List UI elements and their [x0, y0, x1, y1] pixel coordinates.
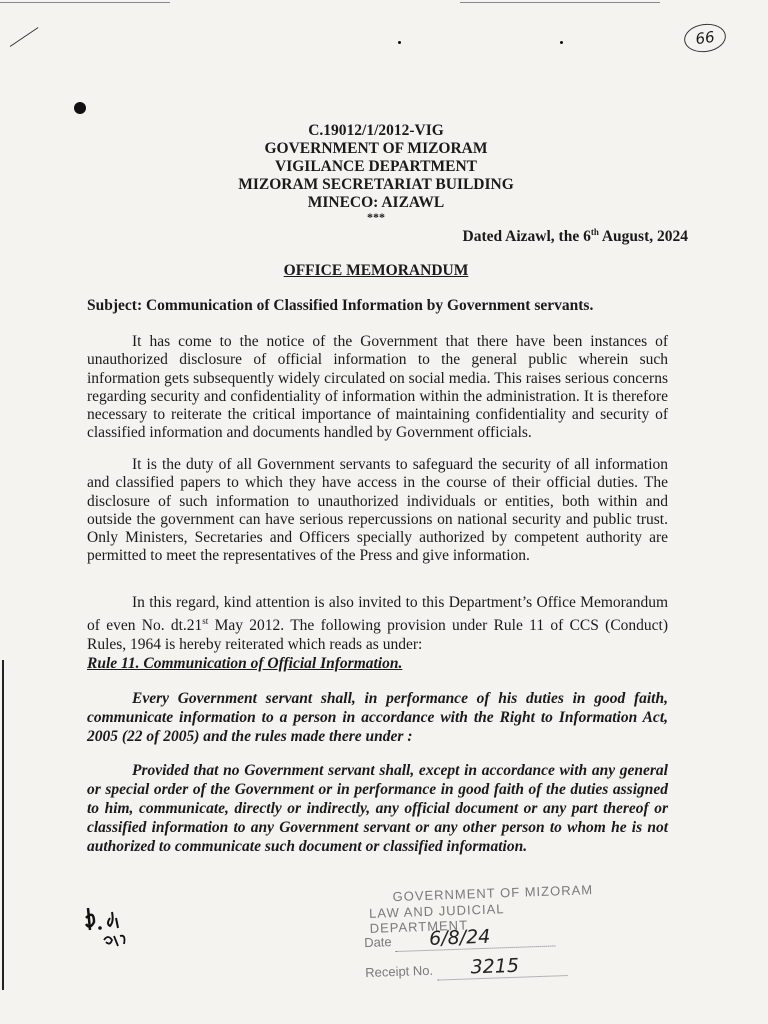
rule-paragraph-1: Every Government servant shall, in performance of his duties in good faith, communicate information to a person in accordance with the Right to Information Act, 2005 (22 of 2005) and the rules made there under : — [87, 690, 668, 745]
paragraph-1: It has come to the notice of the Government that there have been instances of unauthorized disclosure of official information to the general public wherein such information gets subsequently widely circulated on social media. This raises serious concerns regarding security and confidentiality of information within the administration. It is therefore necessary to reiterate the critical importance of maintaining confidentiality and security of classified information and documents handled by Government officials. — [87, 333, 668, 442]
file-number: C.19012/1/2012-VIG — [308, 122, 444, 139]
speck-mark — [398, 41, 401, 44]
paragraph-2: It is the duty of all Government servants to safeguard the security of all information and classified papers to which they have access in the course of their official duties. The disclosure of such information to unauthorized individuals or entities, both within and outside the government can have serious repercussions on national security and public trust. Only Ministers, Secretaries and Officers specially authorized by competent authority are permitted to meet the representatives of the Press and give information. — [87, 456, 668, 565]
stamp-receipt-label: Receipt No. — [364, 962, 434, 981]
punch-hole-mark — [74, 102, 86, 114]
stamp-line-1: GOVERNMENT OF MIZORAM — [392, 882, 594, 905]
speck-mark — [560, 41, 563, 44]
memo-title: OFFICE MEMORANDUM — [283, 262, 469, 279]
receipt-stamp — [360, 882, 603, 990]
separator-stars: *** — [367, 210, 385, 224]
pen-mark — [10, 27, 39, 47]
top-edge-line — [460, 2, 660, 3]
stamp-receipt-value: 3215 — [470, 954, 520, 979]
letterhead — [0, 122, 752, 222]
margin-mark-line — [2, 660, 4, 990]
rule-title: Rule 11. Communication of Official Information. — [87, 655, 403, 672]
government-name: GOVERNMENT OF MIZORAM — [264, 140, 488, 157]
stamp-receipt-row — [365, 953, 567, 983]
department-name: VIGILANCE DEPARTMENT — [275, 158, 477, 175]
building-name: MIZORAM SECRETARIAT BUILDING — [238, 176, 514, 193]
page-number-circled: 66 — [682, 21, 727, 55]
subject-line: Subject: Communication of Classified Information by Government servants. — [87, 297, 594, 314]
date-line: Dated Aizawl, the 6th August, 2024 — [462, 227, 688, 246]
rule-paragraph-2: Provided that no Government servant shall, except in accordance with any general or special order of the Government or in performance in good faith of the duties assigned to him, communicate, directly or indirectly, any official document or any part thereof or classified information to any Government servant or any other person to whom he is not authorized to communicate such document or classified information. — [87, 762, 668, 855]
top-edge-line — [0, 2, 170, 3]
stamp-line-2: LAW AND JUDICIAL DEPARTMENT — [368, 901, 505, 936]
stamp-date-value: 6/8/24 — [428, 925, 491, 950]
stamp-date-label: Date — [363, 934, 392, 951]
handwritten-initials — [80, 900, 140, 960]
paragraph-3: In this regard, kind attention is also invited to this Department’s Office Memorandum of even No. dt.21st May 2012. The following provision under Rule 11 of CCS (Conduct) Rules, 1964 is hereby reiterated which reads as under: — [87, 594, 668, 653]
location: MINECO: AIZAWL — [307, 194, 445, 211]
